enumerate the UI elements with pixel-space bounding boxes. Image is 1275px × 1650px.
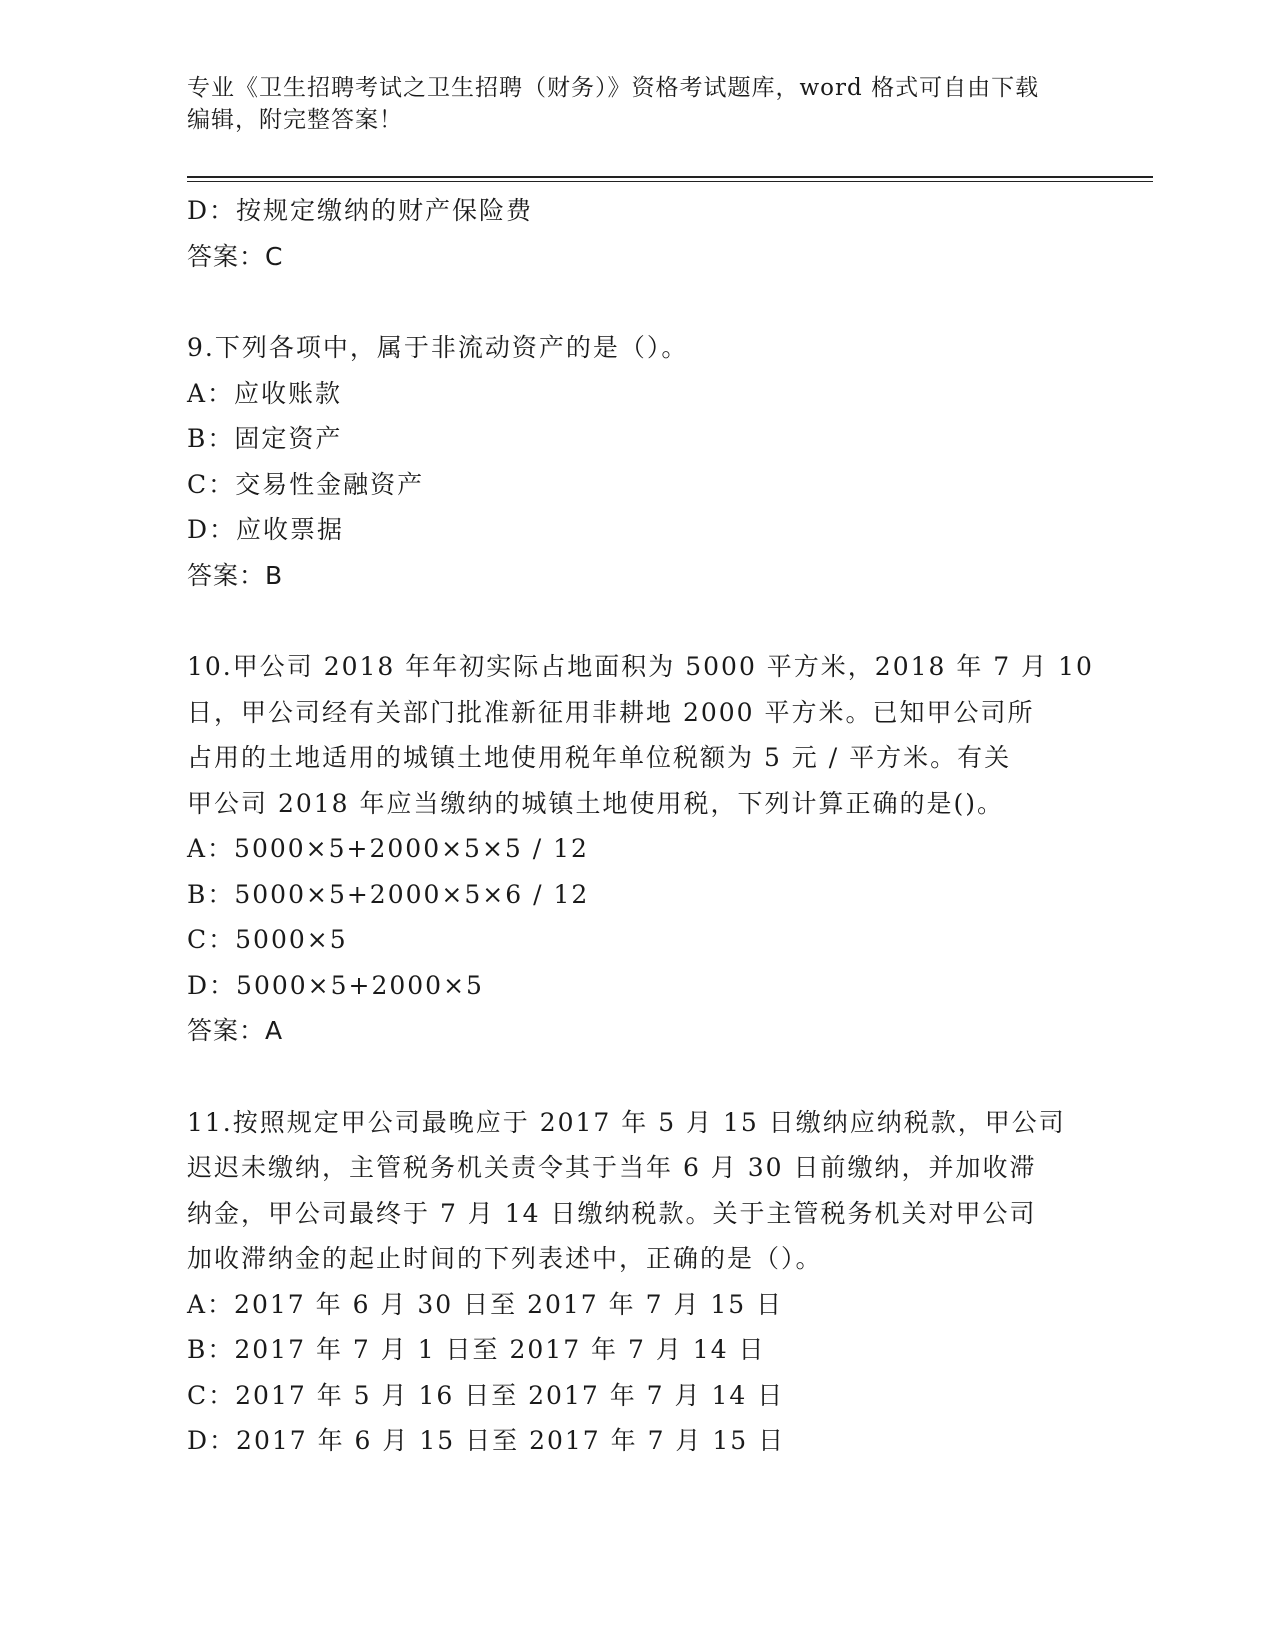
header-line-1: 专业《卫生招聘考试之卫生招聘（财务）》资格考试题库，word 格式可自由下载: [187, 75, 1040, 101]
question-11: [187, 1100, 1087, 1464]
q11-option-c: C：2017 年 5 月 16 日至 2017 年 7 月 14 日: [187, 1380, 785, 1410]
spacer: [187, 598, 1087, 644]
q11-option-d: D：2017 年 6 月 15 日至 2017 年 7 月 15 日: [187, 1426, 786, 1455]
spacer: [187, 1054, 1087, 1100]
q10-option-d: D：5000×5+2000×5: [187, 970, 484, 1000]
q10-option-a: A：5000×5+2000×5×5 / 12: [187, 834, 589, 863]
q11-stem-line-1: 11.按照规定甲公司最晚应于 2017 年 5 月 15 日缴纳应纳税款，甲公司: [187, 1107, 1066, 1137]
q10-stem-line-2: 日，甲公司经有关部门批准新征用非耕地 2000 平方米。已知甲公司所: [187, 697, 1035, 727]
header-divider-thin: [187, 181, 1153, 182]
q10-option-c: C：5000×5: [187, 925, 348, 954]
document-body: [187, 188, 1094, 1464]
q9-option-c: C：交易性金融资产: [187, 469, 425, 499]
q8-option-d: D：按规定缴纳的财产保险费: [187, 196, 534, 225]
q9-stem: 9.下列各项中，属于非流动资产的是（）。: [187, 333, 689, 362]
q9-option-b: B：固定资产: [187, 424, 343, 453]
spacer: [187, 279, 1087, 325]
q11-stem-line-3: 纳金，甲公司最终于 7 月 14 日缴纳税款。关于主管税务机关对甲公司: [187, 1198, 1037, 1228]
q11-option-a: A：2017 年 6 月 30 日至 2017 年 7 月 15 日: [187, 1289, 784, 1319]
header-divider: [187, 176, 1153, 178]
q10-stem-line-1: 10.甲公司 2018 年年初实际占地面积为 5000 平方米，2018 年 7 月 10: [187, 652, 1094, 681]
page-header: [187, 72, 1087, 136]
question-9: [187, 325, 1087, 598]
question-8-tail: [187, 188, 1087, 279]
q10-option-b: B：5000×5+2000×5×6 / 12: [187, 879, 590, 909]
q11-stem-line-4: 加收滞纳金的起止时间的下列表述中，正确的是（）。: [187, 1244, 823, 1273]
q8-answer: 答案：C: [187, 241, 284, 271]
q9-answer: 答案：B: [187, 560, 284, 590]
question-10: [187, 644, 1094, 1054]
q10-stem-line-3: 占用的土地适用的城镇土地使用税年单位税额为 5 元 / 平方米。有关: [187, 743, 1012, 772]
q9-option-a: A：应收账款: [187, 378, 343, 408]
q10-answer: 答案：A: [187, 1016, 284, 1045]
q10-stem-line-4: 甲公司 2018 年应当缴纳的城镇土地使用税，下列计算正确的是()。: [187, 788, 1005, 818]
q9-option-d: D：应收票据: [187, 515, 345, 544]
q11-option-b: B：2017 年 7 月 1 日至 2017 年 7 月 14 日: [187, 1335, 766, 1364]
q11-stem-line-2: 迟迟未缴纳，主管税务机关责令其于当年 6 月 30 日前缴纳，并加收滞: [187, 1153, 1037, 1182]
header-line-2: 编辑，附完整答案！: [187, 107, 403, 133]
